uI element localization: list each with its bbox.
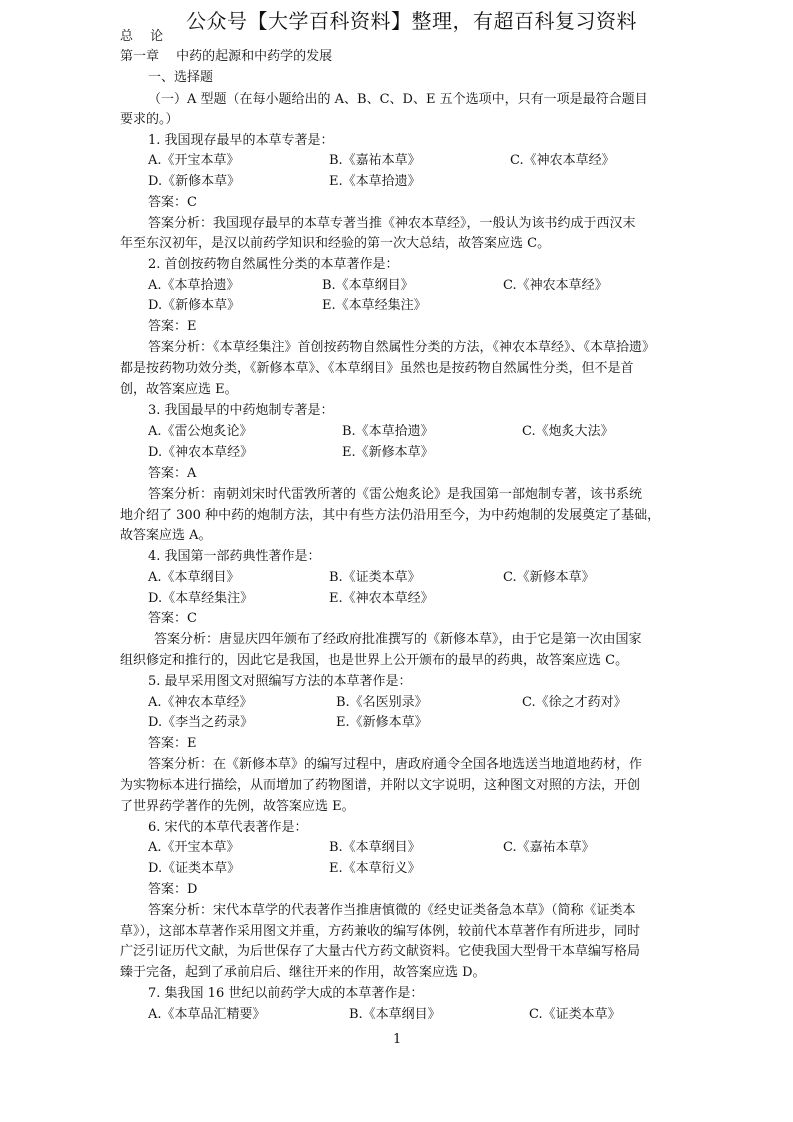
option: C.《新修本草》 xyxy=(503,570,595,585)
option: D.《神农本草经》 xyxy=(148,445,254,460)
analysis-line: 答案分析：在《新修本草》的编写过程中，唐政府通令全国各地选送当地道地药材，作 xyxy=(148,757,643,772)
option: E.《新修本草》 xyxy=(336,715,428,730)
option: A.《本草拾遗》 xyxy=(148,278,240,293)
instruction-line-2: 要求的。） xyxy=(120,112,179,127)
answer: 答案：A xyxy=(148,466,197,481)
analysis-line: 组织修定和推行的，因此它是我国，也是世界上公开颁布的最早的药典，故答案应选 C。 xyxy=(120,653,629,668)
analysis-line: 答案分析：唐显庆四年颁布了经政府批准撰写的《新修本草》，由于它是第一次由国家 xyxy=(154,632,642,647)
chapter-title: 第一章 中药的起源和中药学的发展 xyxy=(120,49,333,64)
option: A.《本草品汇精要》 xyxy=(148,1007,266,1022)
question-stem: 2. 首创按药物自然属性分类的本草著作是： xyxy=(148,257,399,272)
analysis-line: 答案分析：宋代本草学的代表著作当推唐慎微的《经史证类备急本草》（简称《证类本 xyxy=(148,903,636,918)
option: E.《本草经集注》 xyxy=(322,298,427,313)
option: A.《本草纲目》 xyxy=(148,570,240,585)
analysis-line: 了世界药学著作的先例，故答案应选 E。 xyxy=(120,799,355,814)
answer: 答案：C xyxy=(148,195,197,210)
question-stem: 3. 我国最早的中药炮制专著是： xyxy=(148,403,334,418)
analysis-line: 年至东汉初年，是汉以前药学知识和经验的第一次大总结，故答案应选 C。 xyxy=(120,236,551,251)
analysis-line: 答案分析：《本草经集注》首创按药物自然属性分类的方法，《神农本草经》、《本草拾遗》 xyxy=(148,340,656,355)
analysis-line: 地介绍了 300 种中药的炮制方法，其中有些方法仍沿用至今，为中药炮制的发展奠定了基础， xyxy=(120,508,661,523)
question-stem: 4. 我国第一部药典性著作是： xyxy=(148,549,321,564)
option: E.《神农本草经》 xyxy=(329,591,434,606)
question-stem: 6. 宋代的本草代表著作是： xyxy=(148,820,308,835)
option: A.《神农本草经》 xyxy=(148,695,253,710)
analysis-line: 答案分析：南朝刘宋时代雷敩所著的《雷公炮炙论》是我国第一部炮制专著，该书系统 xyxy=(148,487,643,502)
option: D.《新修本草》 xyxy=(148,298,241,313)
analysis-line: 创，故答案应选 E。 xyxy=(120,382,238,397)
answer: 答案：E xyxy=(148,736,197,751)
section-title: 一、选择题 xyxy=(148,70,214,85)
option: A.《开宝本草》 xyxy=(148,153,240,168)
option: B.《本草纲目》 xyxy=(322,278,414,293)
option: D.《新修本草》 xyxy=(148,174,241,189)
option: B.《名医别录》 xyxy=(336,695,428,710)
option: A.《开宝本草》 xyxy=(148,840,240,855)
option: D.《证类本草》 xyxy=(148,861,241,876)
option: E.《本草衍义》 xyxy=(329,861,421,876)
analysis-line: 答案分析：我国现存最早的本草专著当推《神农本草经》，一般认为该书约成于西汉末 xyxy=(148,216,636,231)
option: B.《本草拾遗》 xyxy=(342,424,434,439)
analysis-line: 臻于完备，起到了承前启后、继往开来的作用，故答案应选 D。 xyxy=(120,965,486,980)
option: C.《徐之才药对》 xyxy=(522,695,627,710)
analysis-line: 都是按药物功效分类，《新修本草》、《本草纲目》虽然也是按药物自然属性分类，但不是首 xyxy=(120,361,634,376)
option: C.《嘉祐本草》 xyxy=(503,840,595,855)
option: D.《本草经集注》 xyxy=(148,591,254,606)
option: C.《证类本草》 xyxy=(529,1007,621,1022)
option: B.《证类本草》 xyxy=(329,570,421,585)
instruction-line-1: （一）A 型题（在每小题给出的 A、B、C、D、E 五个选项中，只有一项是最符合题目 xyxy=(148,92,648,107)
watermark-header: 公众号【大学百科资料】整理，有超百科复习资料 xyxy=(186,9,637,33)
option: B.《嘉祐本草》 xyxy=(329,153,421,168)
option: B.《本草纲目》 xyxy=(329,840,421,855)
option: A.《雷公炮炙论》 xyxy=(148,424,253,439)
option: E.《本草拾遗》 xyxy=(329,174,421,189)
analysis-line: 为实物标本进行描绘，从而增加了药物图谱，并附以文字说明，这种图文对照的方法，开创 xyxy=(120,778,641,793)
analysis-line: 广泛引证历代文献，为后世保存了大量古代方药文献资料。它使我国大型骨干本草编写格局 xyxy=(120,944,641,959)
analysis-line: 草》），这部本草著作采用图文并重，方药兼收的编写体例，较前代本草著作有所进步，同时 xyxy=(120,924,641,939)
option: D.《李当之药录》 xyxy=(148,715,254,730)
part-title: 总 论 xyxy=(120,29,164,44)
question-stem: 7. 集我国 16 世纪以前药学大成的本草著作是： xyxy=(148,986,424,1001)
page-number: 1 xyxy=(393,1032,402,1047)
option: E.《新修本草》 xyxy=(342,445,434,460)
answer: 答案：E xyxy=(148,319,197,334)
option: C.《神农本草经》 xyxy=(503,278,608,293)
answer: 答案：C xyxy=(148,611,197,626)
answer: 答案：D xyxy=(148,882,198,897)
option: C.《神农本草经》 xyxy=(510,153,615,168)
option: B.《本草纲目》 xyxy=(349,1007,441,1022)
question-stem: 5. 最早采用图文对照编写方法的本草著作是： xyxy=(148,674,412,689)
option: C.《炮炙大法》 xyxy=(522,424,614,439)
analysis-line: 故答案应选 A。 xyxy=(120,528,212,543)
question-stem: 1. 我国现存最早的本草专著是： xyxy=(148,133,334,148)
